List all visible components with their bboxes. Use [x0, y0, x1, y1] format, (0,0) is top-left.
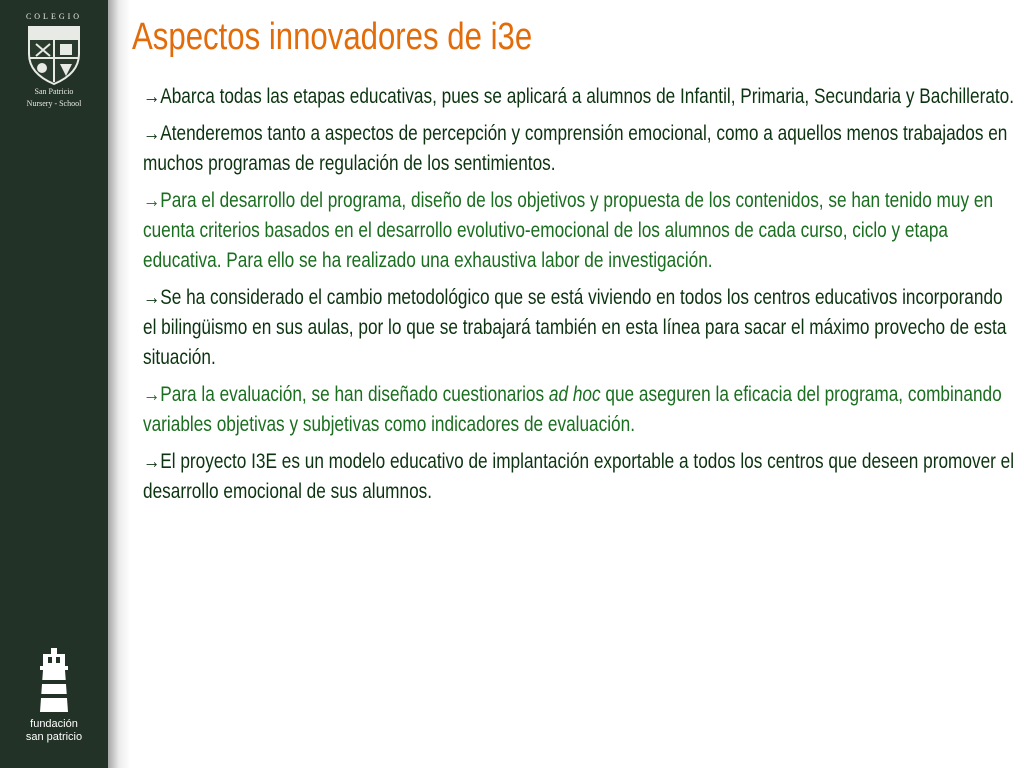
paragraph-development: →Para el desarrollo del programa, diseño de los objetivos y propuesta de los contenidos, se han tenido muy en cuenta criterios basados en el desarrollo evolutivo-emocional de los alumnos de cada curso, ciclo y etapa educativa. Para ello se ha realizado una exhaustiva labor de investigación.	[143, 189, 994, 272]
paragraph-stages: →Abarca todas las etapas educativas, pues se aplicará a alumnos de Infantil, Primaria, Secundaria y Bachillerato.	[143, 85, 1015, 108]
evaluation-text-start: →Para la evaluación, se han diseñado cuestionarios	[143, 383, 549, 406]
paragraph-export: →El proyecto I3E es un modelo educativo de implantación exportable a todos los centros que deseen promover el desarrollo emocional de sus alumnos.	[143, 450, 1015, 503]
crest-name-text: San Patricio	[34, 87, 74, 96]
foundation-line-2: san patricio	[25, 731, 83, 743]
crest-top-text: COLEGIO	[25, 12, 83, 21]
slide-body	[143, 82, 1016, 514]
lighthouse-icon	[34, 648, 74, 712]
slide-title: Aspectos innovadores de i3e	[132, 16, 533, 58]
evaluation-text-end: que aseguren la eficacia del programa, combinando variables objetivas y subjetivas como indicadores de evaluación.	[143, 383, 1002, 436]
crest-bottom-text: Nursery - School	[26, 99, 82, 108]
sidebar-shadow	[108, 0, 130, 768]
paragraph-bilingualism: →Se ha considerado el cambio metodológico que se está viviendo en todos los centros educativos incorporando el bilingüismo en sus aulas, por lo que se trabajará también en esta línea para sacar el máximo provecho de esta situación.	[143, 286, 1007, 369]
paragraph-evaluation	[143, 380, 1016, 440]
foundation-logo	[14, 648, 94, 743]
paragraph-emotions: →Atenderemos tanto a aspectos de percepción y comprensión emocional, como a aquellos menos trabajados en muchos programas de regulación de los sentimientos.	[143, 122, 1008, 175]
evaluation-emphasis: ad hoc	[548, 383, 601, 406]
shield-icon	[26, 24, 82, 86]
foundation-line-1: fundación	[30, 718, 78, 730]
school-crest	[8, 12, 100, 109]
